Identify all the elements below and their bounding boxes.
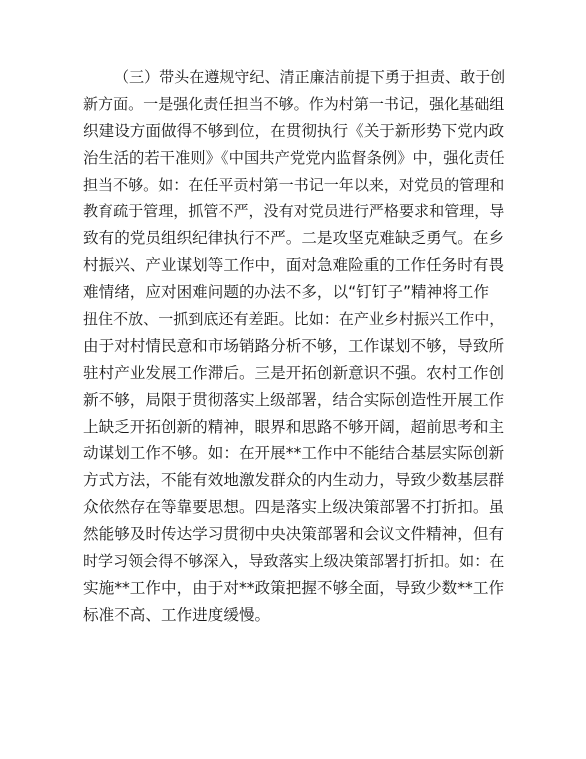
paragraph-line-7: 致有的党员组织纪律执行不严。二是攻坚克难缺乏勇气。在乡 [83,229,505,248]
paragraph-line-15: 动谋划工作不够。如：在开展**工作中不能结合基层实际创新 [83,444,505,463]
paragraph-line-18: 然能够及时传达学习贯彻中央决策部署和会议文件精神，但有 [83,525,505,544]
paragraph-line-17: 众依然存在等靠要思想。四是落实上级决策部署不打折扣。虽 [83,498,505,517]
paragraph-line-8: 村振兴、产业谋划等工作中，面对急难险重的工作任务时有畏 [83,256,505,275]
paragraph-line-21: 标准不高、工作进度缓慢。 [83,605,271,624]
paragraph-line-2: 新方面。一是强化责任担当不够。作为村第一书记，强化基础组 [83,94,505,113]
paragraph-line-4: 治生活的若干准则》《中国共产党党内监督条例》中，强化责任 [83,148,505,167]
paragraph-line-16: 方式方法，不能有效地激发群众的内生动力，导致少数基层群 [83,471,505,490]
paragraph-line-6: 教育疏于管理，抓管不严，没有对党员进行严格要求和管理，导 [83,202,505,221]
paragraph-line-3: 织建设方面做得不够到位，在贯彻执行《关于新形势下党内政 [83,121,505,140]
paragraph-line-14: 上缺乏开拓创新的精神，眼界和思路不够开阔，超前思考和主 [83,417,505,436]
paragraph-line-9: 难情绪，应对困难问题的办法不多，以“钉钉子”精神将工作 [83,283,490,302]
paragraph-line-5: 担当不够。如：在任平贡村第一书记一年以来，对党员的管理和 [83,175,505,194]
paragraph-line-11: 由于对村情民意和市场销路分析不够，工作谋划不够，导致所 [83,336,505,355]
paragraph-line-10: 扭住不放、一抓到底还有差距。比如：在产业乡村振兴工作中， [83,310,505,329]
paragraph-line-20: 实施**工作中，由于对**政策把握不够全面，导致少数**工作 [83,578,505,597]
paragraph-line-1: （三）带头在遵规守纪、清正廉洁前提下勇于担责、敢于创 [114,68,506,86]
paragraph-line-12: 驻村产业发展工作滞后。三是开拓创新意识不强。农村工作创 [83,363,505,382]
paragraph-line-19: 时学习领会得不够深入，导致落实上级决策部署打折扣。如：在 [83,552,505,571]
body-paragraph [83,64,507,629]
paragraph-line-13: 新不够，局限于贯彻落实上级部署，结合实际创造性开展工作 [83,390,505,409]
